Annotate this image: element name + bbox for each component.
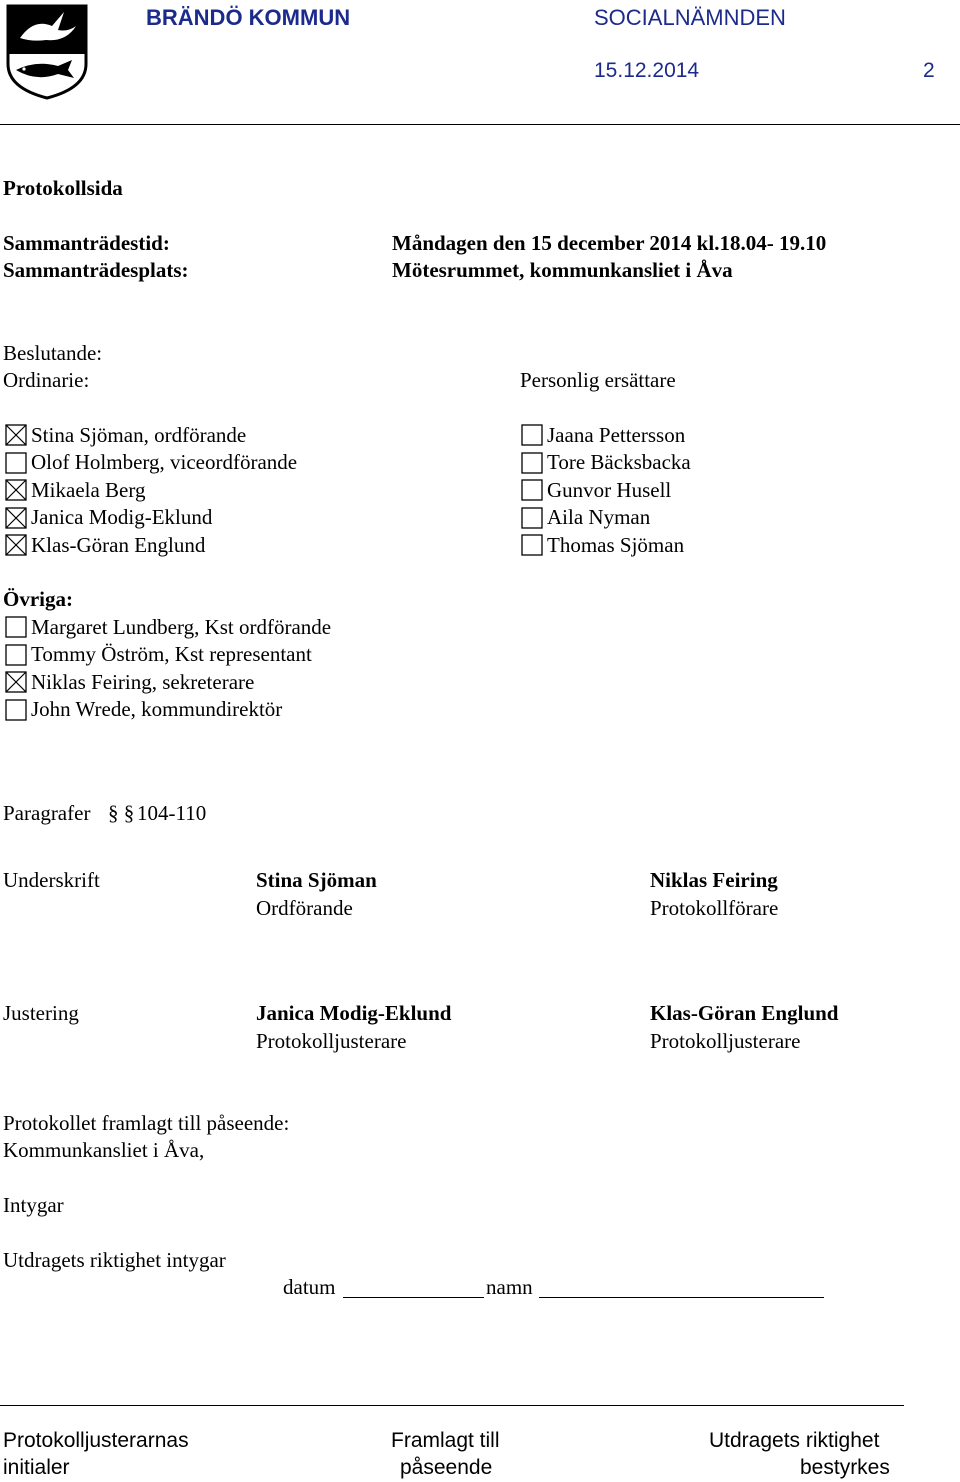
- attendee-row: [521, 452, 691, 474]
- footer-col3-line2: bestyrkes: [800, 1456, 890, 1479]
- ordinary-label: Ordinarie:: [3, 368, 90, 392]
- attendee-row: [521, 534, 684, 556]
- header-divider: [0, 124, 960, 125]
- attendee-name: Klas-Göran Englund: [31, 532, 206, 557]
- adjustment-label: Justering: [3, 1001, 79, 1025]
- extract-name-line: [539, 1297, 824, 1298]
- attendee-row: [5, 424, 246, 446]
- attendee-name: Mikaela Berg: [31, 477, 146, 502]
- extract-date-line: [343, 1297, 484, 1298]
- signature-label: Underskrift: [3, 868, 100, 892]
- meeting-place-value: Mötesrummet, kommunkansliet i Åva: [392, 258, 733, 282]
- footer-col3-line1: Utdragets riktighet: [709, 1429, 880, 1452]
- attendee-name: Olof Holmberg, viceordförande: [31, 450, 298, 474]
- attendee-row: [5, 507, 212, 529]
- checkbox-empty-icon: [5, 644, 27, 666]
- checkbox-empty-icon: [5, 699, 27, 721]
- attendee-name: Margaret Lundberg, Kst ordförande: [31, 614, 332, 639]
- signature-person2-name: Niklas Feiring: [650, 868, 778, 892]
- paragraph-range: 104-110: [137, 801, 207, 825]
- attendee-row: [521, 424, 685, 446]
- checkbox-empty-icon: [5, 452, 27, 474]
- others-label: Övriga:: [3, 587, 73, 611]
- substitute-label: Personlig ersättare: [520, 368, 676, 392]
- attendee-row: [5, 452, 297, 474]
- attendee-name: John Wrede, kommundirektör: [31, 697, 283, 721]
- paragraph-symbols: § §: [108, 801, 135, 825]
- coat-of-arms-logo: [6, 4, 88, 100]
- meeting-time-label: Sammanträdestid:: [3, 231, 170, 255]
- attendee-row: [5, 479, 146, 501]
- signature-person1-role: Ordförande: [256, 896, 353, 920]
- attendee-row: [5, 644, 312, 666]
- attendee-row: [5, 616, 331, 638]
- meeting-time-value: Måndagen den 15 december 2014 kl.18.04- 19.10: [392, 231, 827, 255]
- footer-divider: [0, 1405, 904, 1406]
- adjustment-person1-role: Protokolljusterare: [256, 1029, 407, 1053]
- footer-col2-line2: påseende: [400, 1456, 493, 1479]
- attendee-row: [521, 507, 650, 529]
- checkbox-checked-icon: [5, 479, 27, 501]
- signature-person2-role: Protokollförare: [650, 896, 779, 920]
- checkbox-empty-icon: [521, 424, 543, 446]
- attendee-row: [5, 699, 282, 721]
- adjustment-person2-role: Protokolljusterare: [650, 1029, 801, 1053]
- attendee-row: [521, 479, 671, 501]
- attendee-name: Niklas Feiring, sekreterare: [31, 669, 255, 694]
- header-date: 15.12.2014: [594, 59, 700, 82]
- certify-label: Intygar: [3, 1193, 64, 1217]
- checkbox-checked-icon: [5, 534, 27, 556]
- meeting-place-label: Sammanträdesplats:: [3, 258, 189, 282]
- attendee-row: [5, 534, 205, 556]
- display-line1: Protokollet framlagt till påseende:: [3, 1111, 290, 1135]
- checkbox-checked-icon: [5, 507, 27, 529]
- extract-label: Utdragets riktighet intygar: [3, 1248, 226, 1272]
- attendee-name: Tore Bäcksbacka: [547, 450, 691, 474]
- checkbox-empty-icon: [521, 479, 543, 501]
- paragraphs-label: Paragrafer: [3, 801, 91, 825]
- page-number: 2: [923, 59, 935, 82]
- attendee-row: [5, 671, 254, 693]
- board-name: SOCIALNÄMNDEN: [594, 5, 786, 30]
- checkbox-empty-icon: [521, 534, 543, 556]
- attendee-name: Stina Sjöman, ordförande: [31, 422, 247, 447]
- checkbox-checked-icon: [5, 424, 27, 446]
- attendee-name: Janica Modig-Eklund: [31, 505, 213, 529]
- deciding-label: Beslutande:: [3, 341, 103, 365]
- adjustment-person2-name: Klas-Göran Englund: [650, 1001, 839, 1025]
- footer-col1-line2: initialer: [3, 1456, 70, 1479]
- footer-col2-line1: Framlagt till: [391, 1429, 500, 1452]
- extract-name-label: namn: [486, 1275, 533, 1299]
- checkbox-empty-icon: [521, 507, 543, 529]
- attendee-name: Jaana Pettersson: [547, 422, 686, 447]
- attendee-name: Gunvor Husell: [547, 477, 672, 502]
- extract-date-label: datum: [283, 1275, 336, 1299]
- signature-person1-name: Stina Sjöman: [256, 868, 377, 892]
- page-title: Protokollsida: [3, 176, 123, 200]
- checkbox-empty-icon: [521, 452, 543, 474]
- attendee-name: Tommy Öström, Kst representant: [31, 642, 312, 666]
- municipality-name: BRÄNDÖ KOMMUN: [146, 5, 351, 30]
- attendee-name: Aila Nyman: [547, 505, 651, 529]
- checkbox-checked-icon: [5, 671, 27, 693]
- attendee-name: Thomas Sjöman: [547, 532, 685, 557]
- footer-col1-line1: Protokolljusterarnas: [3, 1429, 189, 1452]
- checkbox-empty-icon: [5, 616, 27, 638]
- display-line2: Kommunkansliet i Åva,: [3, 1138, 205, 1162]
- adjustment-person1-name: Janica Modig-Eklund: [256, 1001, 452, 1025]
